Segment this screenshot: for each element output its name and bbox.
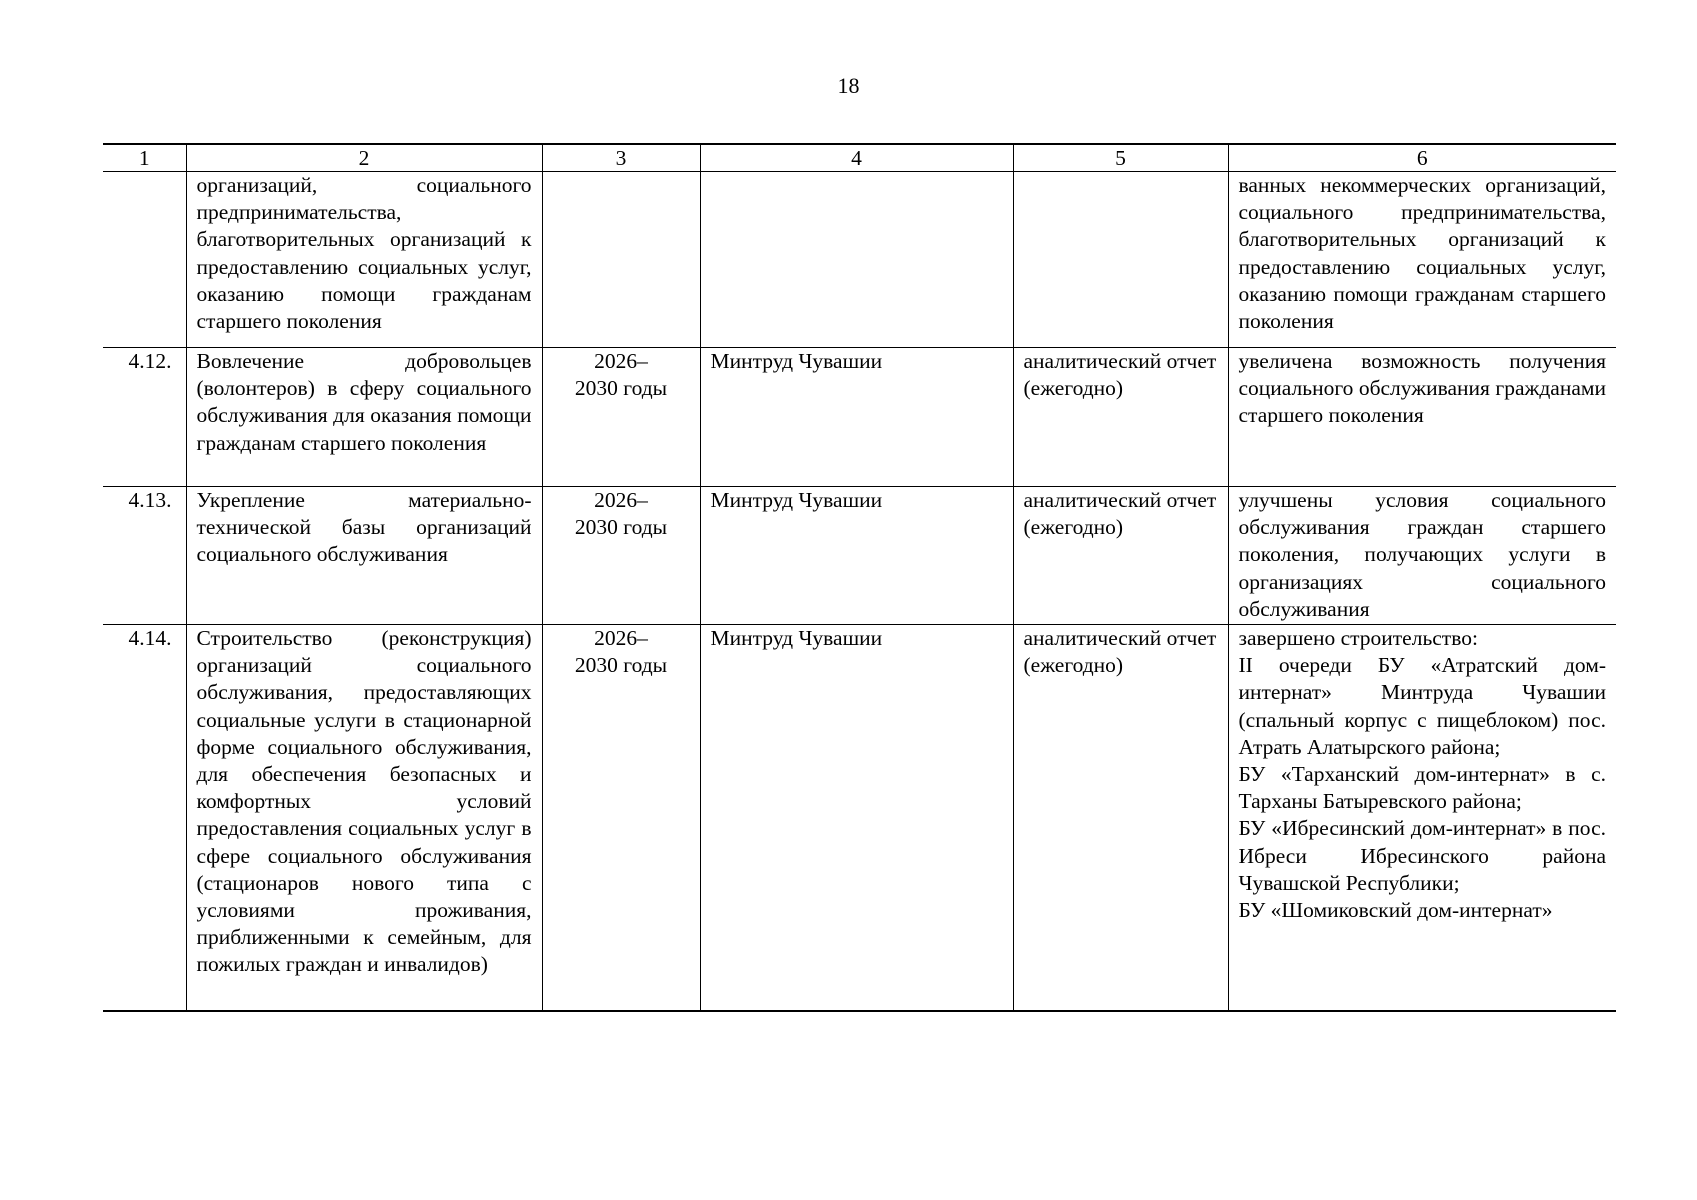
period-cell: 2026– 2030 годы — [542, 487, 700, 625]
column-header: 6 — [1228, 144, 1616, 172]
measure-cell: Строительство (реконструкция) организаций социального обслуживания, предоставляющих социальные услуги в стационарной форме социального обслуживания, для обеспечения безопасных и комфортных условий предоставления социальных услуг в сфере социального обслуживания (стационаров нового типа с условиями проживания, приближенными к семейным, для пожилых граждан и инвалидов) — [186, 625, 542, 1011]
measure-cell: организаций, социального предпринимательства, благотворительных организаций к предоставлению социальных услуг, оказанию помощи гражданам старшего поколения — [186, 172, 542, 348]
row-number — [103, 172, 186, 348]
result-cell — [1228, 625, 1616, 1011]
result-cell: улучшены условия социального обслуживания граждан старшего поколения, получающих услуги в организациях социального обслуживания — [1228, 487, 1616, 625]
report-cell: аналитический отчет (ежегодно) — [1013, 487, 1228, 625]
result-line: БУ «Шомиковский дом-интернат» — [1238, 898, 1553, 923]
column-header: 2 — [186, 144, 542, 172]
report-cell: аналитический отчет (ежегодно) — [1013, 625, 1228, 1011]
result-line: II очереди БУ «Атратский дом-интернат» Минтруда Чувашии (спальный корпус с пищеблоком) пос. Атрать Алатырского района; — [1238, 653, 1606, 759]
column-header: 3 — [542, 144, 700, 172]
period-cell: 2026– 2030 годы — [542, 625, 700, 1011]
column-header: 5 — [1013, 144, 1228, 172]
result-cell: увеличена возможность получения социального обслуживания гражданами старшего поколения — [1228, 348, 1616, 487]
column-header: 4 — [700, 144, 1013, 172]
result-line: завершено строительство: — [1238, 626, 1478, 650]
executor-cell — [700, 172, 1013, 348]
result-line: БУ «Ибресинский дом-интернат» в пос. Ибреси Ибресинского района Чувашской Республики; — [1238, 816, 1606, 895]
column-header: 1 — [103, 144, 186, 172]
executor-cell: Минтруд Чувашии — [700, 348, 1013, 487]
table-row — [103, 487, 1616, 625]
executor-cell: Минтруд Чувашии — [700, 625, 1013, 1011]
page-number: 18 — [837, 73, 860, 98]
activities-table — [103, 143, 1616, 1012]
table-header-row — [103, 144, 1616, 172]
table-row — [103, 348, 1616, 487]
period-cell — [542, 172, 700, 348]
row-number: 4.13. — [103, 487, 186, 625]
report-cell: аналитический отчет (ежегодно) — [1013, 348, 1228, 487]
measure-cell: Вовлечение добровольцев (волонтеров) в сферу социального обслуживания для оказания помощи гражданам старшего поколения — [186, 348, 542, 487]
period-cell: 2026– 2030 годы — [542, 348, 700, 487]
table-row — [103, 172, 1616, 348]
result-cell: ванных некоммерческих организаций, социального предпринимательства, благотворительных организаций к предоставлению социальных услуг, оказанию помощи гражданам старшего поколения — [1228, 172, 1616, 348]
executor-cell: Минтруд Чувашии — [700, 487, 1013, 625]
row-number: 4.14. — [103, 625, 186, 1011]
measure-cell: Укрепление материально-технической базы организаций социального обслуживания — [186, 487, 542, 625]
result-line: БУ «Тарханский дом-интернат» в с. Тарханы Батыревского района; — [1238, 762, 1606, 814]
row-number: 4.12. — [103, 348, 186, 487]
report-cell — [1013, 172, 1228, 348]
table-row — [103, 625, 1616, 1011]
